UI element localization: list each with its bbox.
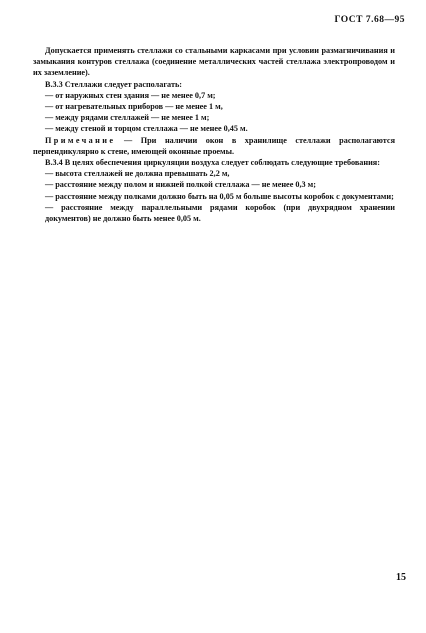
note-text: — При наличии окон в хранилище стеллажи располагаются перпендикулярно к стене, имеющей оконные проемы. [33,135,395,156]
clause-b34-item: — высота стеллажей не должна превышать 2,2 м, [45,169,230,179]
note-label: Примечание [45,135,116,145]
clause-b33-item: — от нагревательных приборов — не менее 1 м, [45,102,223,112]
clause-b34-intro: В.3.4 В целях обеспечения циркуляции воздуха следует соблюдать следующие требования: [45,158,380,168]
clause-b34-item: — расстояние между параллельными рядами коробок (при двухрядном хранении документов) не должно быть менее 0,05 м. [45,202,395,224]
page-number: 15 [396,572,406,583]
clause-b33-intro: В.3.3 Стеллажи следует располагать: [45,79,183,89]
document-body [33,45,395,224]
clause-b33-item: — между рядами стеллажей — не менее 1 м; [45,113,210,123]
clause-b33-item: — между стеной и торцом стеллажа — не менее 0,45 м. [45,124,248,134]
clause-b33-item: — от наружных стен здания — не менее 0,7 м; [45,90,216,100]
clause-b34-item: — расстояние между полом и нижней полкой стеллажа — не менее 0,3 м; [45,180,316,190]
doc-number-header: ГОСТ 7.68—95 [334,15,405,25]
note-paragraph [33,135,395,157]
paragraph-steel-racks: Допускается применять стеллажи со стальными каркасами при условии размагничивания и замыкания контуров стеллажа (соединение металлических частей стеллажа электропроводом и их заземление). [33,46,395,78]
clause-b34-item: — расстояние между полками должно быть на 0,05 м больше высоты коробок с документами; [45,191,394,201]
